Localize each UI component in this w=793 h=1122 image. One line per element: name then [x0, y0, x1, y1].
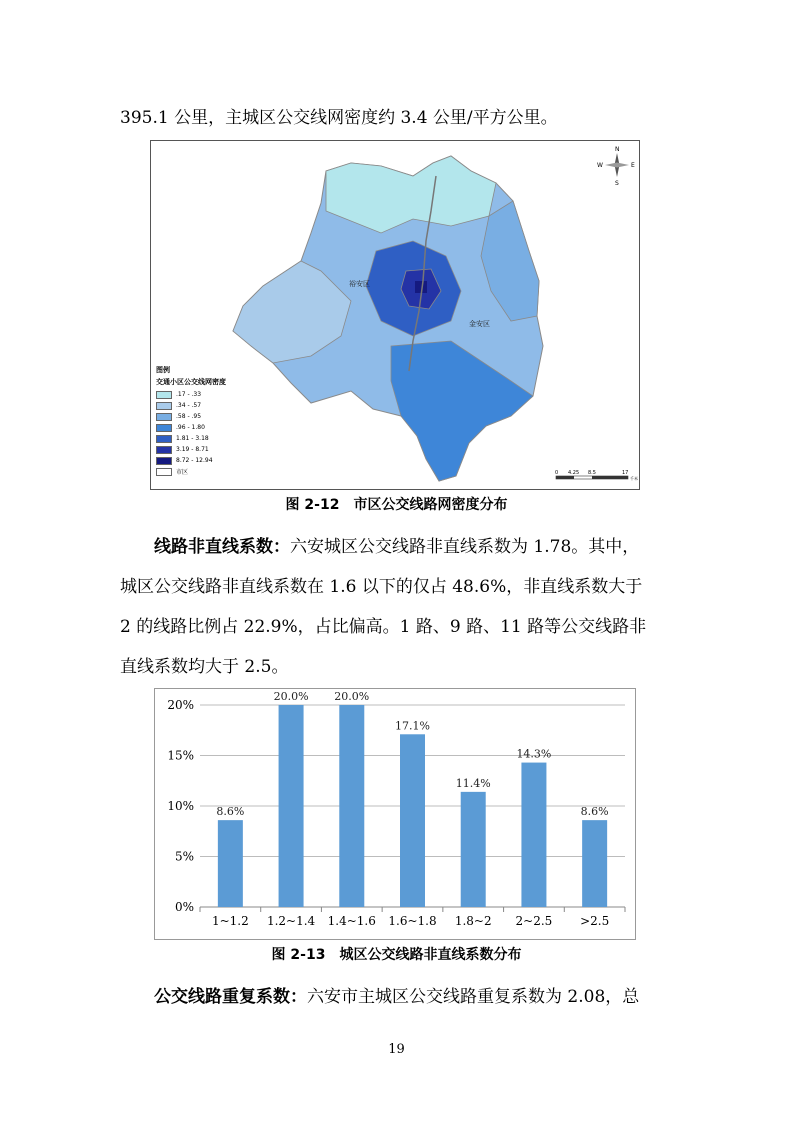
legend-item [156, 389, 226, 400]
legend-label: 1.81 - 3.18 [176, 435, 209, 442]
chart-caption: 图 2-13 城区公交线路非直线系数分布 [271, 947, 522, 963]
data-label: 20.0% [273, 690, 309, 703]
y-tick-label: 0% [174, 900, 194, 914]
paragraph-nonlinear-text: 六安城区公交线路非直线系数为 1.78。其中， [290, 537, 640, 557]
compass-s: S [615, 180, 619, 187]
legend-item [156, 466, 226, 477]
legend-items [156, 389, 226, 477]
x-tick-label: 1.6~1.8 [388, 914, 437, 928]
chart-svg [155, 689, 635, 939]
x-tick-label: 1.2~1.4 [266, 914, 316, 928]
compass-n: N [615, 146, 620, 153]
x-tick-label: 2~2.5 [515, 914, 553, 928]
legend-item [156, 400, 226, 411]
data-label: 17.1% [395, 719, 430, 733]
compass-e: E [631, 162, 635, 169]
legend-swatch [156, 435, 172, 443]
scale-label-2: 8.5 [588, 470, 596, 476]
legend-item [156, 433, 226, 444]
y-tick-label: 5% [174, 849, 194, 864]
legend-title: 图例 [156, 366, 170, 374]
y-tick-label: 20% [167, 698, 194, 712]
legend-label: .34 - .57 [176, 402, 202, 409]
x-tick-label: 1.4~1.6 [327, 914, 376, 928]
density-map [150, 140, 640, 490]
legend-item [156, 455, 226, 466]
legend-swatch [156, 457, 172, 465]
data-label: 8.6% [580, 805, 609, 819]
legend-item [156, 422, 226, 433]
paragraph-repeat [120, 985, 680, 1009]
legend-item [156, 444, 226, 455]
scale-label-1: 4.25 [568, 470, 580, 476]
map-caption: 图 2-12 市区公交线路网密度分布 [285, 497, 508, 513]
legend-label: 8.72 - 12.94 [176, 457, 213, 464]
legend-swatch [156, 391, 172, 399]
bar [582, 820, 607, 907]
legend-swatch [156, 424, 172, 432]
scale-label-0: 0 [555, 470, 559, 476]
data-label: 11.4% [455, 776, 491, 790]
paragraph-repeat-label: 公交线路重复系数： [154, 987, 307, 1007]
paragraph-repeat-text: 六安市主城区公交线路重复系数为 2.08，总 [307, 987, 640, 1007]
data-label: 8.6% [216, 805, 245, 819]
x-tick-label: 1.8~2 [454, 914, 492, 928]
paragraph-nonlinear-4: 直线系数均大于 2.5。 [120, 657, 289, 677]
scale-label-3: 17 [622, 470, 629, 476]
legend-swatch [156, 468, 172, 476]
legend-label: 市区 [176, 469, 189, 476]
paragraph-nonlinear-2: 城区公交线路非直线系数在 1.6 以下的仅占 48.6%，非直线系数大于 [120, 577, 643, 597]
paragraph-nonlinear-label: 线路非直线系数： [154, 537, 290, 557]
compass-w: W [597, 162, 603, 169]
page-number: 19 [388, 1042, 405, 1057]
nonlinear-chart [154, 688, 636, 940]
bar [279, 705, 304, 907]
legend-swatch [156, 446, 172, 454]
bar [400, 734, 425, 907]
y-tick-label: 15% [167, 748, 194, 763]
legend-item [156, 411, 226, 422]
legend-swatch [156, 402, 172, 410]
x-tick-label: >2.5 [580, 914, 610, 928]
paragraph-nonlinear-1 [120, 535, 680, 559]
legend-label: .17 - .33 [176, 391, 202, 398]
paragraph-nonlinear-3: 2 的线路比例占 22.9%，占比偏高。1 路、9 路、11 路等公交线路非 [120, 617, 647, 637]
compass-rose [597, 146, 635, 187]
paragraph-intro: 395.1 公里，主城区公交线网密度约 3.4 公里/平方公里。 [120, 108, 558, 128]
legend-label: .58 - .95 [176, 413, 202, 420]
bar [339, 705, 364, 907]
bar [521, 763, 546, 907]
district-label-yuan: 裕安区 [349, 280, 370, 288]
scale-unit: 千米 [630, 476, 638, 481]
legend-subtitle: 交通小区公交线网密度 [156, 378, 226, 386]
bar [218, 820, 243, 907]
legend-label: 3.19 - 8.71 [176, 446, 209, 453]
y-tick-label: 10% [167, 799, 194, 813]
data-label: 14.3% [516, 747, 552, 761]
bar [461, 792, 486, 907]
map-legend [156, 365, 226, 477]
district-label-jinan: 金安区 [469, 320, 490, 328]
data-label: 20.0% [334, 690, 370, 703]
scale-bar [555, 470, 638, 481]
legend-swatch [156, 413, 172, 421]
x-tick-label: 1~1.2 [211, 914, 249, 928]
legend-label: .96 - 1.80 [176, 424, 205, 431]
